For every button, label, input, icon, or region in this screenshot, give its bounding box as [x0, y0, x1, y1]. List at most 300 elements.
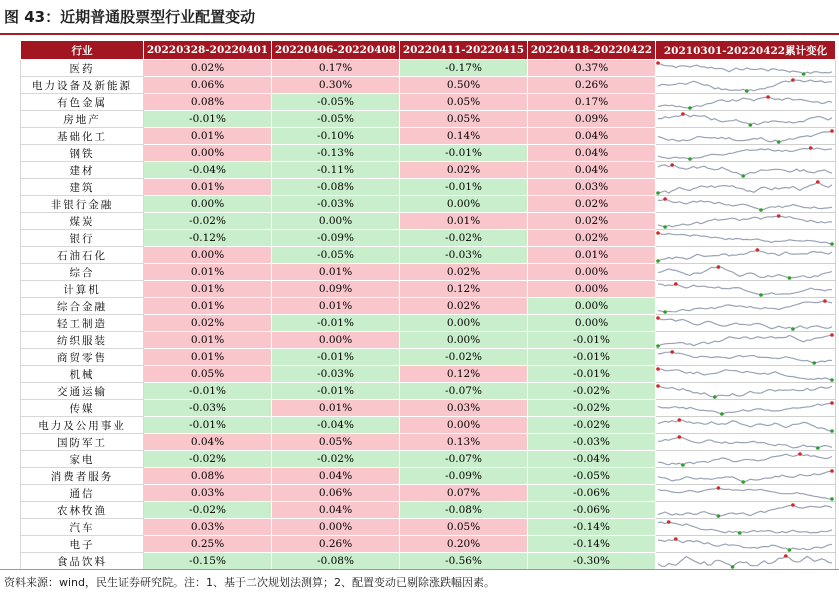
header-period-4: 20220418-20220422: [528, 41, 656, 60]
sparkline-min-marker: [812, 361, 816, 365]
change-cell-period-3: 0.12%: [400, 281, 528, 298]
cumulative-sparkline: [656, 502, 836, 519]
cumulative-sparkline: [656, 94, 836, 111]
cumulative-sparkline: [656, 553, 836, 570]
change-cell-period-3: 0.02%: [400, 162, 528, 179]
sparkline-min-marker: [663, 225, 667, 229]
sparkline-max-marker: [678, 418, 682, 422]
change-cell-period-2: 0.01%: [272, 298, 400, 315]
footer-divider: [0, 569, 839, 570]
cumulative-sparkline: [656, 519, 836, 536]
change-cell-period-2: -0.03%: [272, 366, 400, 383]
industry-name: 家电: [21, 451, 144, 468]
change-cell-period-2: -0.11%: [272, 162, 400, 179]
change-cell-period-2: -0.05%: [272, 111, 400, 128]
sparkline-min-marker: [717, 514, 721, 518]
sparkline-min-marker: [656, 191, 660, 195]
industry-name: 综合: [21, 264, 144, 281]
cumulative-sparkline: [656, 349, 836, 366]
cumulative-sparkline: [656, 281, 836, 298]
title-divider: [0, 33, 839, 35]
change-cell-period-1: 0.25%: [144, 536, 272, 553]
sparkline-min-marker: [688, 157, 692, 161]
table-row: [21, 264, 836, 281]
change-cell-period-2: 0.26%: [272, 536, 400, 553]
table-row: [21, 145, 836, 162]
industry-name: 石油石化: [21, 247, 144, 264]
change-cell-period-1: 0.01%: [144, 179, 272, 196]
change-cell-period-1: 0.01%: [144, 298, 272, 315]
industry-name: 电子: [21, 536, 144, 553]
change-cell-period-2: 0.00%: [272, 332, 400, 349]
cumulative-sparkline: [656, 247, 836, 264]
change-cell-period-4: 0.04%: [528, 145, 656, 162]
cumulative-sparkline: [656, 332, 836, 349]
change-cell-period-3: -0.03%: [400, 247, 528, 264]
industry-name: 机械: [21, 366, 144, 383]
change-cell-period-3: -0.56%: [400, 553, 528, 570]
table-row: [21, 451, 836, 468]
sparkline-path: [658, 369, 832, 380]
change-cell-period-3: 0.20%: [400, 536, 528, 553]
change-cell-period-3: 0.14%: [400, 128, 528, 145]
change-cell-period-3: 0.00%: [400, 417, 528, 434]
change-cell-period-1: -0.12%: [144, 230, 272, 247]
change-cell-period-1: 0.01%: [144, 332, 272, 349]
table-row: [21, 247, 836, 264]
sparkline-path: [658, 199, 832, 210]
sparkline-max-marker: [809, 146, 813, 150]
change-cell-period-2: -0.02%: [272, 451, 400, 468]
change-cell-period-3: 0.00%: [400, 332, 528, 349]
sparkline-path: [658, 386, 832, 397]
cumulative-sparkline: [656, 77, 836, 94]
change-cell-period-3: -0.01%: [400, 145, 528, 162]
cumulative-sparkline: [656, 315, 836, 332]
cumulative-sparkline: [656, 111, 836, 128]
change-cell-period-4: -0.02%: [528, 383, 656, 400]
sparkline-path: [658, 131, 832, 142]
figure-title: 图 43：近期普通股票型行业配置变动: [4, 8, 256, 26]
industry-name: 有色金属: [21, 94, 144, 111]
change-cell-period-1: 0.06%: [144, 77, 272, 94]
sparkline-min-marker: [745, 89, 749, 93]
change-cell-period-4: -0.03%: [528, 434, 656, 451]
cumulative-sparkline: [656, 145, 836, 162]
sparkline-min-marker: [788, 276, 792, 280]
table-row: [21, 196, 836, 213]
sparkline-min-marker: [749, 123, 753, 127]
sparkline-max-marker: [670, 350, 674, 354]
sparkline-path: [658, 420, 832, 431]
sparkline-min-marker: [791, 327, 795, 331]
sparkline-min-marker: [802, 72, 806, 76]
sparkline-min-marker: [656, 259, 660, 263]
industry-name: 纺织服装: [21, 332, 144, 349]
cumulative-sparkline: [656, 536, 836, 553]
change-cell-period-1: -0.15%: [144, 553, 272, 570]
cumulative-sparkline: [656, 179, 836, 196]
industry-name: 交通运输: [21, 383, 144, 400]
industry-name: 国防军工: [21, 434, 144, 451]
table-row: [21, 128, 836, 145]
table-row: [21, 349, 836, 366]
industry-name: 非银行金融: [21, 196, 144, 213]
source-note: 资料来源：wind，民生证券研究院。注：1、基于二次规划法测算；2、配置变动已剔除涨跌幅因素。: [4, 576, 496, 589]
change-cell-period-4: 0.17%: [528, 94, 656, 111]
industry-name: 煤炭: [21, 213, 144, 230]
cumulative-sparkline: [656, 128, 836, 145]
table-row: [21, 162, 836, 179]
change-cell-period-2: 0.09%: [272, 281, 400, 298]
change-cell-period-3: -0.01%: [400, 179, 528, 196]
header-period-2: 20220406-20220408: [272, 41, 400, 60]
change-cell-period-2: -0.10%: [272, 128, 400, 145]
industry-name: 房地产: [21, 111, 144, 128]
change-cell-period-4: -0.02%: [528, 417, 656, 434]
table-row: [21, 94, 836, 111]
industry-name: 基础化工: [21, 128, 144, 145]
change-cell-period-4: 0.26%: [528, 77, 656, 94]
sparkline-path: [658, 284, 832, 295]
sparkline-max-marker: [823, 299, 827, 303]
change-cell-period-3: 0.13%: [400, 434, 528, 451]
change-cell-period-4: 0.02%: [528, 230, 656, 247]
change-cell-period-2: -0.08%: [272, 179, 400, 196]
change-cell-period-4: -0.14%: [528, 519, 656, 536]
header-industry: 行业: [21, 41, 144, 60]
sparkline-path: [658, 267, 832, 278]
cumulative-sparkline: [656, 264, 836, 281]
sparkline-min-marker: [830, 429, 834, 433]
sparkline-max-marker: [830, 129, 834, 133]
change-cell-period-4: 0.00%: [528, 298, 656, 315]
industry-name: 食品饮料: [21, 553, 144, 570]
sparkline-min-marker: [731, 565, 735, 569]
change-cell-period-2: 0.00%: [272, 519, 400, 536]
change-cell-period-1: 0.02%: [144, 60, 272, 77]
sparkline-min-marker: [777, 140, 781, 144]
sparkline-min-marker: [741, 480, 745, 484]
sparkline-max-marker: [674, 282, 678, 286]
change-cell-period-1: 0.08%: [144, 468, 272, 485]
change-cell-period-4: -0.01%: [528, 332, 656, 349]
change-cell-period-2: 0.30%: [272, 77, 400, 94]
change-cell-period-3: 0.12%: [400, 366, 528, 383]
industry-name: 银行: [21, 230, 144, 247]
sparkline-path: [658, 488, 832, 499]
sparkline-path: [658, 165, 832, 176]
change-cell-period-2: 0.00%: [272, 213, 400, 230]
sparkline-max-marker: [798, 452, 802, 456]
cumulative-sparkline: [656, 417, 836, 434]
change-cell-period-2: 0.04%: [272, 468, 400, 485]
change-cell-period-1: 0.01%: [144, 281, 272, 298]
change-cell-period-1: -0.02%: [144, 213, 272, 230]
change-cell-period-3: -0.17%: [400, 60, 528, 77]
change-cell-period-2: -0.09%: [272, 230, 400, 247]
sparkline-path: [658, 318, 832, 329]
sparkline-path: [658, 301, 832, 312]
change-cell-period-2: 0.01%: [272, 264, 400, 281]
table-row: [21, 519, 836, 536]
change-cell-period-4: 0.04%: [528, 162, 656, 179]
change-cell-period-4: -0.01%: [528, 349, 656, 366]
change-cell-period-1: -0.04%: [144, 162, 272, 179]
change-cell-period-4: 0.37%: [528, 60, 656, 77]
cumulative-sparkline: [656, 213, 836, 230]
change-cell-period-2: -0.01%: [272, 383, 400, 400]
change-cell-period-1: 0.08%: [144, 94, 272, 111]
change-cell-period-3: 0.07%: [400, 485, 528, 502]
cumulative-sparkline: [656, 468, 836, 485]
change-cell-period-1: 0.03%: [144, 485, 272, 502]
industry-name: 轻工制造: [21, 315, 144, 332]
sparkline-min-marker: [830, 497, 834, 501]
change-cell-period-4: 0.02%: [528, 196, 656, 213]
cumulative-sparkline: [656, 230, 836, 247]
sparkline-path: [658, 471, 832, 482]
change-cell-period-2: -0.04%: [272, 417, 400, 434]
change-cell-period-1: 0.05%: [144, 366, 272, 383]
sparkline-max-marker: [830, 333, 834, 337]
industry-name: 电力设备及新能源: [21, 77, 144, 94]
table-row: [21, 111, 836, 128]
change-cell-period-3: -0.07%: [400, 451, 528, 468]
change-cell-period-3: 0.03%: [400, 400, 528, 417]
allocation-table: [20, 40, 836, 570]
change-cell-period-4: 0.02%: [528, 213, 656, 230]
sparkline-path: [658, 505, 832, 516]
industry-name: 计算机: [21, 281, 144, 298]
change-cell-period-1: 0.03%: [144, 519, 272, 536]
change-cell-period-1: -0.01%: [144, 111, 272, 128]
change-cell-period-3: 0.01%: [400, 213, 528, 230]
table-row: [21, 179, 836, 196]
change-cell-period-2: -0.01%: [272, 315, 400, 332]
sparkline-max-marker: [678, 435, 682, 439]
sparkline-path: [658, 352, 832, 363]
change-cell-period-4: -0.14%: [528, 536, 656, 553]
table-row: [21, 468, 836, 485]
table-row: [21, 502, 836, 519]
change-cell-period-1: -0.02%: [144, 502, 272, 519]
sparkline-path: [658, 250, 832, 261]
sparkline-min-marker: [738, 531, 742, 535]
sparkline-path: [658, 216, 832, 227]
change-cell-period-4: -0.06%: [528, 485, 656, 502]
industry-name: 传媒: [21, 400, 144, 417]
sparkline-min-marker: [759, 208, 763, 212]
change-cell-period-4: 0.00%: [528, 264, 656, 281]
change-cell-period-4: 0.04%: [528, 128, 656, 145]
change-cell-period-3: 0.00%: [400, 196, 528, 213]
change-cell-period-1: 0.02%: [144, 315, 272, 332]
header-cumulative: 20210301-20220422累计变化: [656, 41, 836, 60]
cumulative-sparkline: [656, 298, 836, 315]
cumulative-sparkline: [656, 162, 836, 179]
industry-name: 钢铁: [21, 145, 144, 162]
sparkline-path: [658, 454, 832, 465]
industry-name: 综合金融: [21, 298, 144, 315]
sparkline-min-marker: [741, 174, 745, 178]
change-cell-period-4: 0.03%: [528, 179, 656, 196]
sparkline-min-marker: [713, 395, 717, 399]
sparkline-max-marker: [766, 95, 770, 99]
sparkline-max-marker: [830, 469, 834, 473]
table-body: [21, 60, 836, 570]
sparkline-max-marker: [670, 163, 674, 167]
sparkline-min-marker: [816, 446, 820, 450]
change-cell-period-3: -0.02%: [400, 230, 528, 247]
sparkline-min-marker: [830, 378, 834, 382]
table-row: [21, 230, 836, 247]
cumulative-sparkline: [656, 485, 836, 502]
table-row: [21, 77, 836, 94]
change-cell-period-4: -0.04%: [528, 451, 656, 468]
change-cell-period-3: -0.08%: [400, 502, 528, 519]
table-row: [21, 536, 836, 553]
sparkline-max-marker: [656, 231, 660, 235]
industry-name: 通信: [21, 485, 144, 502]
industry-name: 建筑: [21, 179, 144, 196]
change-cell-period-1: -0.01%: [144, 417, 272, 434]
sparkline-max-marker: [784, 554, 788, 558]
sparkline-path: [658, 233, 832, 244]
sparkline-max-marker: [830, 401, 834, 405]
table-row: [21, 60, 836, 77]
industry-name: 汽车: [21, 519, 144, 536]
sparkline-max-marker: [656, 316, 660, 320]
change-cell-period-4: 0.01%: [528, 247, 656, 264]
change-cell-period-1: 0.00%: [144, 196, 272, 213]
change-cell-period-1: 0.00%: [144, 247, 272, 264]
change-cell-period-2: 0.06%: [272, 485, 400, 502]
cumulative-sparkline: [656, 434, 836, 451]
sparkline-max-marker: [791, 78, 795, 82]
change-cell-period-2: 0.17%: [272, 60, 400, 77]
table-row: [21, 315, 836, 332]
change-cell-period-4: 0.00%: [528, 315, 656, 332]
change-cell-period-3: -0.07%: [400, 383, 528, 400]
sparkline-max-marker: [816, 180, 820, 184]
change-cell-period-2: -0.05%: [272, 94, 400, 111]
table-row: [21, 332, 836, 349]
sparkline-min-marker: [830, 242, 834, 246]
sparkline-min-marker: [656, 344, 660, 348]
sparkline-path: [658, 80, 832, 91]
table-row: [21, 383, 836, 400]
change-cell-period-3: 0.00%: [400, 315, 528, 332]
change-cell-period-2: 0.05%: [272, 434, 400, 451]
sparkline-path: [658, 114, 832, 125]
sparkline-path: [658, 522, 832, 533]
change-cell-period-1: 0.04%: [144, 434, 272, 451]
change-cell-period-1: 0.01%: [144, 264, 272, 281]
sparkline-min-marker: [681, 463, 685, 467]
header-row: [21, 41, 836, 60]
industry-name: 电力及公用事业: [21, 417, 144, 434]
sparkline-path: [658, 148, 832, 159]
change-cell-period-2: -0.01%: [272, 349, 400, 366]
change-cell-period-4: -0.06%: [528, 502, 656, 519]
sparkline-path: [658, 403, 832, 414]
change-cell-period-1: 0.01%: [144, 349, 272, 366]
cumulative-sparkline: [656, 366, 836, 383]
change-cell-period-4: -0.01%: [528, 366, 656, 383]
change-cell-period-4: 0.00%: [528, 281, 656, 298]
sparkline-max-marker: [791, 503, 795, 507]
change-cell-period-1: 0.01%: [144, 128, 272, 145]
change-cell-period-2: -0.13%: [272, 145, 400, 162]
sparkline-max-marker: [681, 112, 685, 116]
industry-name: 农林牧渔: [21, 502, 144, 519]
table-row: [21, 553, 836, 570]
sparkline-min-marker: [688, 106, 692, 110]
sparkline-path: [658, 63, 832, 74]
cumulative-sparkline: [656, 60, 836, 77]
change-cell-period-2: 0.04%: [272, 502, 400, 519]
change-cell-period-4: 0.09%: [528, 111, 656, 128]
change-cell-period-1: -0.01%: [144, 383, 272, 400]
change-cell-period-2: 0.01%: [272, 400, 400, 417]
industry-name: 建材: [21, 162, 144, 179]
table-row: [21, 281, 836, 298]
sparkline-max-marker: [656, 61, 660, 65]
sparkline-max-marker: [656, 384, 660, 388]
change-cell-period-4: -0.02%: [528, 400, 656, 417]
change-cell-period-1: -0.03%: [144, 400, 272, 417]
sparkline-path: [658, 335, 832, 346]
change-cell-period-2: -0.08%: [272, 553, 400, 570]
sparkline-max-marker: [674, 537, 678, 541]
sparkline-max-marker: [756, 248, 760, 252]
change-cell-period-2: -0.05%: [272, 247, 400, 264]
change-cell-period-2: -0.03%: [272, 196, 400, 213]
table-row: [21, 213, 836, 230]
sparkline-max-marker: [663, 197, 667, 201]
sparkline-max-marker: [667, 520, 671, 524]
change-cell-period-1: 0.00%: [144, 145, 272, 162]
table-row: [21, 400, 836, 417]
cumulative-sparkline: [656, 400, 836, 417]
industry-name: 商贸零售: [21, 349, 144, 366]
change-cell-period-3: 0.50%: [400, 77, 528, 94]
table-row: [21, 434, 836, 451]
sparkline-min-marker: [759, 293, 763, 297]
change-cell-period-3: -0.09%: [400, 468, 528, 485]
sparkline-max-marker: [717, 265, 721, 269]
sparkline-min-marker: [720, 412, 724, 416]
sparkline-min-marker: [663, 310, 667, 314]
sparkline-path: [658, 97, 832, 108]
table-row: [21, 485, 836, 502]
sparkline-path: [658, 437, 832, 448]
industry-name: 消费者服务: [21, 468, 144, 485]
cumulative-sparkline: [656, 451, 836, 468]
change-cell-period-3: 0.02%: [400, 264, 528, 281]
sparkline-path: [658, 556, 832, 567]
sparkline-max-marker: [717, 486, 721, 490]
cumulative-sparkline: [656, 196, 836, 213]
sparkline-path: [658, 182, 832, 193]
header-period-3: 20220411-20220415: [400, 41, 528, 60]
sparkline-max-marker: [656, 367, 660, 371]
sparkline-path: [658, 539, 832, 550]
change-cell-period-4: -0.30%: [528, 553, 656, 570]
table-row: [21, 298, 836, 315]
change-cell-period-3: 0.02%: [400, 298, 528, 315]
